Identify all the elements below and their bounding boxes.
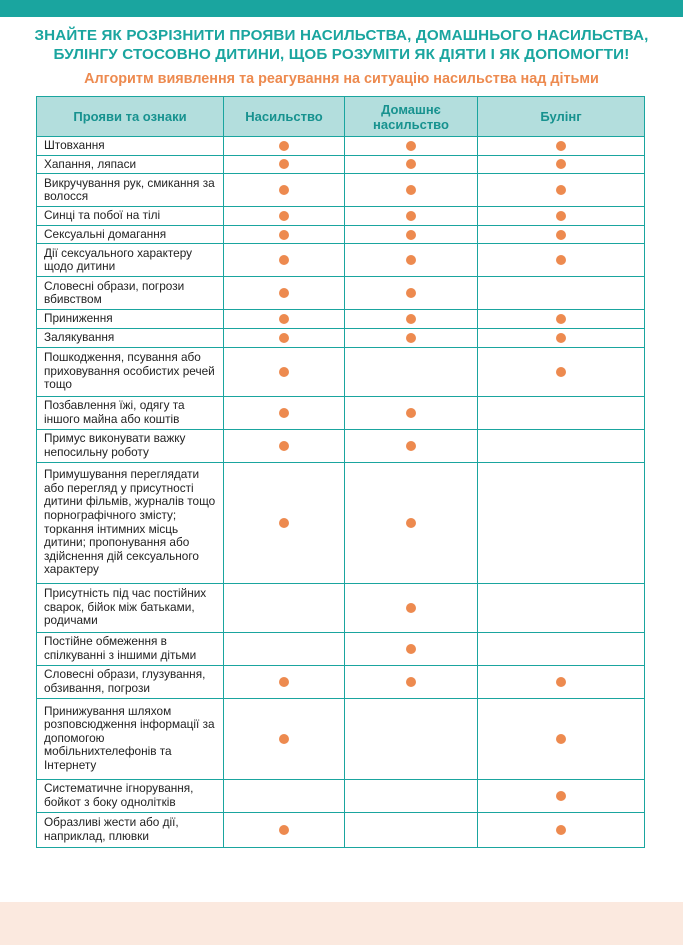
sign-label: Словесні образи, глузування, обзивання, погрози (37, 665, 224, 698)
table-row (37, 429, 645, 462)
header-signs: Прояви та ознаки (37, 97, 224, 137)
mark-bullying-cell (478, 779, 645, 812)
orange-dot-icon (406, 211, 416, 221)
orange-dot-icon (406, 185, 416, 195)
table-row (37, 137, 645, 156)
mark-violence-cell (224, 396, 345, 429)
orange-dot-icon (279, 367, 289, 377)
orange-dot-icon (556, 141, 566, 151)
mark-domestic-violence-cell (345, 328, 478, 347)
table-header (37, 97, 645, 137)
orange-dot-icon (279, 677, 289, 687)
mark-violence-cell (224, 632, 345, 665)
orange-dot-icon (406, 441, 416, 451)
mark-bullying-cell (478, 225, 645, 244)
orange-dot-icon (556, 255, 566, 265)
mark-bullying-cell (478, 328, 645, 347)
mark-domestic-violence-cell (345, 396, 478, 429)
mark-domestic-violence-cell (345, 137, 478, 156)
mark-violence-cell (224, 698, 345, 779)
mark-bullying-cell (478, 207, 645, 226)
mark-violence-cell (224, 347, 345, 396)
mark-violence-cell (224, 779, 345, 812)
header-domestic-violence: Домашнє насильство (345, 97, 478, 137)
table-row (37, 207, 645, 226)
sign-label: Штовхання (37, 137, 224, 156)
mark-domestic-violence-cell (345, 462, 478, 583)
sign-label: Позбавлення їжі, одягу та іншого майна або коштів (37, 396, 224, 429)
table-row (37, 155, 645, 174)
mark-domestic-violence-cell (345, 429, 478, 462)
mark-domestic-violence-cell (345, 225, 478, 244)
orange-dot-icon (279, 314, 289, 324)
mark-bullying-cell (478, 310, 645, 329)
orange-dot-icon (556, 734, 566, 744)
orange-dot-icon (556, 367, 566, 377)
orange-dot-icon (406, 141, 416, 151)
orange-dot-icon (406, 408, 416, 418)
mark-domestic-violence-cell (345, 207, 478, 226)
mark-violence-cell (224, 225, 345, 244)
orange-dot-icon (279, 159, 289, 169)
mark-bullying-cell (478, 665, 645, 698)
orange-dot-icon (406, 288, 416, 298)
mark-bullying-cell (478, 347, 645, 396)
mark-domestic-violence-cell (345, 244, 478, 277)
orange-dot-icon (556, 333, 566, 343)
sign-label: Сексуальні домагання (37, 225, 224, 244)
sign-label: Пошкодження, псування або приховування особистих речей тощо (37, 347, 224, 396)
orange-dot-icon (279, 185, 289, 195)
orange-dot-icon (406, 255, 416, 265)
violence-signs-table (36, 96, 645, 848)
sign-label: Примус виконувати важку непосильну роботу (37, 429, 224, 462)
orange-dot-icon (556, 230, 566, 240)
mark-bullying-cell (478, 174, 645, 207)
sign-label: Приниження (37, 310, 224, 329)
mark-violence-cell (224, 207, 345, 226)
orange-dot-icon (406, 677, 416, 687)
sign-label: Образливі жести або дії, наприклад, плювки (37, 812, 224, 847)
orange-dot-icon (279, 518, 289, 528)
top-accent-bar (0, 0, 683, 17)
mark-bullying-cell (478, 155, 645, 174)
mark-domestic-violence-cell (345, 174, 478, 207)
mark-violence-cell (224, 583, 345, 632)
table-row (37, 665, 645, 698)
table-row (37, 310, 645, 329)
table-body (37, 137, 645, 848)
orange-dot-icon (556, 159, 566, 169)
sign-label: Присутність під час постійних сварок, бійок між батьками, родичами (37, 583, 224, 632)
mark-domestic-violence-cell (345, 347, 478, 396)
mark-domestic-violence-cell (345, 779, 478, 812)
orange-dot-icon (556, 211, 566, 221)
mark-domestic-violence-cell (345, 812, 478, 847)
page-subtitle: Алгоритм виявлення та реагування на ситуацію насильства над дітьми (84, 71, 599, 87)
orange-dot-icon (279, 825, 289, 835)
orange-dot-icon (406, 159, 416, 169)
mark-bullying-cell (478, 583, 645, 632)
page-title (30, 26, 653, 64)
mark-violence-cell (224, 429, 345, 462)
orange-dot-icon (279, 255, 289, 265)
table-row (37, 632, 645, 665)
sign-label: Систематичне ігнорування, бойкот з боку однолітків (37, 779, 224, 812)
orange-dot-icon (279, 230, 289, 240)
orange-dot-icon (406, 603, 416, 613)
sign-label: Примушування переглядати або перегляд у присутності дитини фільмів, журналів тощо порнографічного змісту; торкання інтимних місць дитини; пропонування або здійснення дій сексуального характеру (37, 462, 224, 583)
orange-dot-icon (279, 288, 289, 298)
table-row (37, 225, 645, 244)
mark-domestic-violence-cell (345, 583, 478, 632)
header-bullying: Булінг (478, 97, 645, 137)
mark-domestic-violence-cell (345, 277, 478, 310)
mark-bullying-cell (478, 698, 645, 779)
mark-bullying-cell (478, 137, 645, 156)
orange-dot-icon (279, 441, 289, 451)
mark-bullying-cell (478, 812, 645, 847)
title-line: ЗНАЙТЕ ЯК РОЗРІЗНИТИ ПРОЯВИ НАСИЛЬСТВА, ДОМАШНЬОГО НАСИЛЬСТВА, (34, 27, 649, 44)
table-row (37, 328, 645, 347)
bottom-band (0, 902, 683, 945)
mark-domestic-violence-cell (345, 155, 478, 174)
table-row (37, 396, 645, 429)
orange-dot-icon (556, 314, 566, 324)
sign-label: Синці та побої на тілі (37, 207, 224, 226)
mark-violence-cell (224, 244, 345, 277)
mark-bullying-cell (478, 632, 645, 665)
table-row (37, 244, 645, 277)
mark-domestic-violence-cell (345, 698, 478, 779)
sign-label: Дії сексуального характеру щодо дитини (37, 244, 224, 277)
sign-label: Словесні образи, погрози вбивством (37, 277, 224, 310)
mark-violence-cell (224, 462, 345, 583)
mark-violence-cell (224, 137, 345, 156)
title-line: БУЛІНГУ СТОСОВНО ДИТИНИ, ЩОБ РОЗУМІТИ ЯК ДІЯТИ І ЯК ДОПОМОГТИ! (53, 46, 630, 63)
mark-bullying-cell (478, 396, 645, 429)
orange-dot-icon (279, 211, 289, 221)
table-row (37, 174, 645, 207)
mark-violence-cell (224, 812, 345, 847)
orange-dot-icon (406, 230, 416, 240)
mark-domestic-violence-cell (345, 632, 478, 665)
orange-dot-icon (279, 333, 289, 343)
mark-violence-cell (224, 277, 345, 310)
table-row (37, 277, 645, 310)
table-row (37, 779, 645, 812)
orange-dot-icon (556, 185, 566, 195)
orange-dot-icon (556, 677, 566, 687)
orange-dot-icon (406, 518, 416, 528)
mark-bullying-cell (478, 429, 645, 462)
table-row (37, 462, 645, 583)
sign-label: Викручування рук, смикання за волосся (37, 174, 224, 207)
mark-bullying-cell (478, 277, 645, 310)
sign-label: Постійне обмеження в спілкуванні з іншими дітьми (37, 632, 224, 665)
mark-bullying-cell (478, 462, 645, 583)
mark-violence-cell (224, 310, 345, 329)
sign-label: Хапання, ляпаси (37, 155, 224, 174)
header-violence: Насильство (224, 97, 345, 137)
orange-dot-icon (406, 333, 416, 343)
orange-dot-icon (279, 734, 289, 744)
mark-violence-cell (224, 665, 345, 698)
mark-violence-cell (224, 174, 345, 207)
mark-violence-cell (224, 155, 345, 174)
table-row (37, 698, 645, 779)
orange-dot-icon (279, 141, 289, 151)
orange-dot-icon (279, 408, 289, 418)
orange-dot-icon (556, 791, 566, 801)
mark-violence-cell (224, 328, 345, 347)
header-row (37, 97, 645, 137)
mark-domestic-violence-cell (345, 665, 478, 698)
orange-dot-icon (406, 314, 416, 324)
table-row (37, 583, 645, 632)
orange-dot-icon (556, 825, 566, 835)
sign-label: Залякування (37, 328, 224, 347)
sign-label: Принижування шляхом розповсюдження інформації за допомогою мобільнихтелефонів та Інтернету (37, 698, 224, 779)
mark-domestic-violence-cell (345, 310, 478, 329)
table-row (37, 812, 645, 847)
orange-dot-icon (406, 644, 416, 654)
mark-bullying-cell (478, 244, 645, 277)
table-row (37, 347, 645, 396)
